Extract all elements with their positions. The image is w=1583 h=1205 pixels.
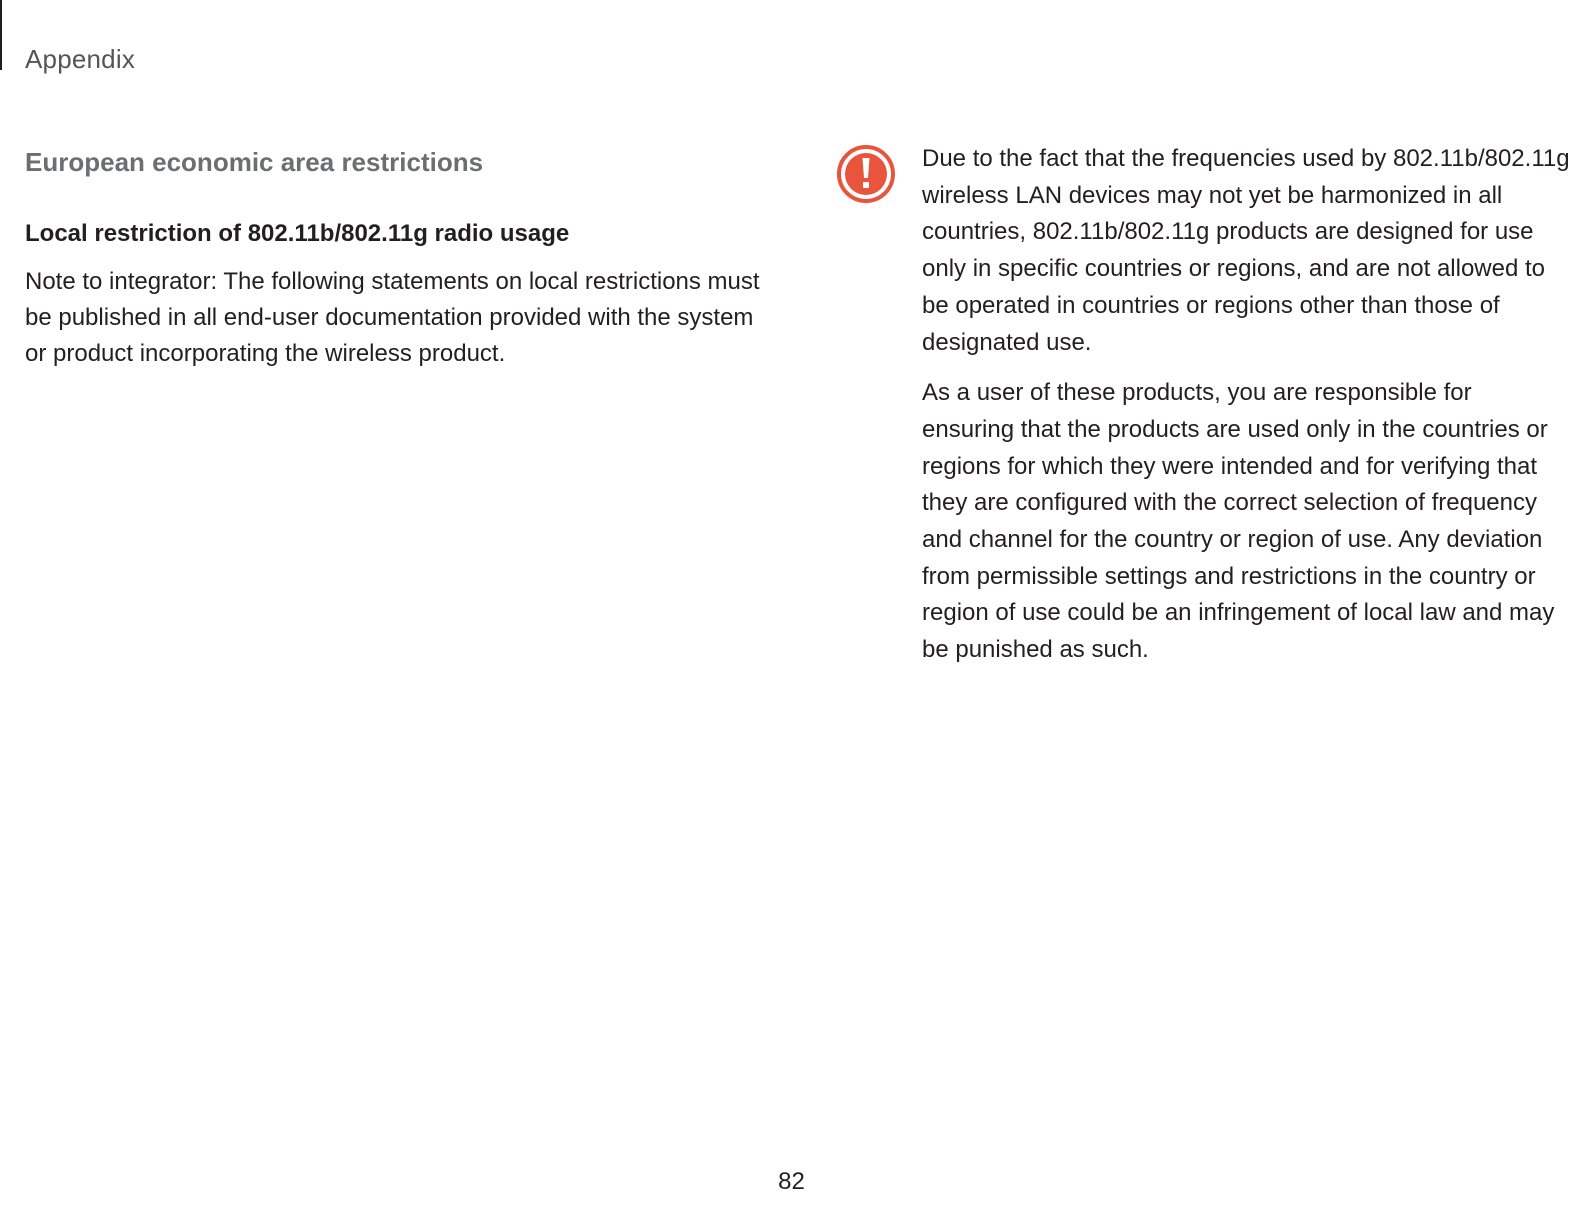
subsection-title: Local restriction of 802.11b/802.11g radio usage — [25, 220, 570, 247]
running-head: Appendix — [25, 44, 136, 74]
warning-paragraph: As a user of these products, you are responsible for ensuring that the products are used only in the countries or regions for which they were intended and for verifying that they are configured with the correct selection of frequency and channel for the country or region of use. Any deviation from permissible settings and restrictions in the country or region of use could be an infringement of local law and may be punished as such. — [922, 379, 1555, 664]
warning-paragraph: Due to the fact that the frequencies used by 802.11b/802.11g wireless LAN devices may not yet be harmonized in all countries, 802.11b/802.11g products are designed for use only in specific countries or regions, and are not allowed to be operated in countries or regions other than those of designated use. — [922, 145, 1570, 356]
integrator-note: Note to integrator: The following statements on local restrictions must be published in all end-user documentation provided with the system or product incorporating the wireless product. — [25, 268, 760, 367]
section-title: European economic area restrictions — [25, 147, 484, 177]
warning-notice — [922, 141, 1570, 669]
exclamation-warning-icon — [836, 144, 896, 204]
page-number: 82 — [778, 1168, 805, 1195]
corner-rule — [0, 0, 2, 70]
left-column — [25, 146, 765, 372]
